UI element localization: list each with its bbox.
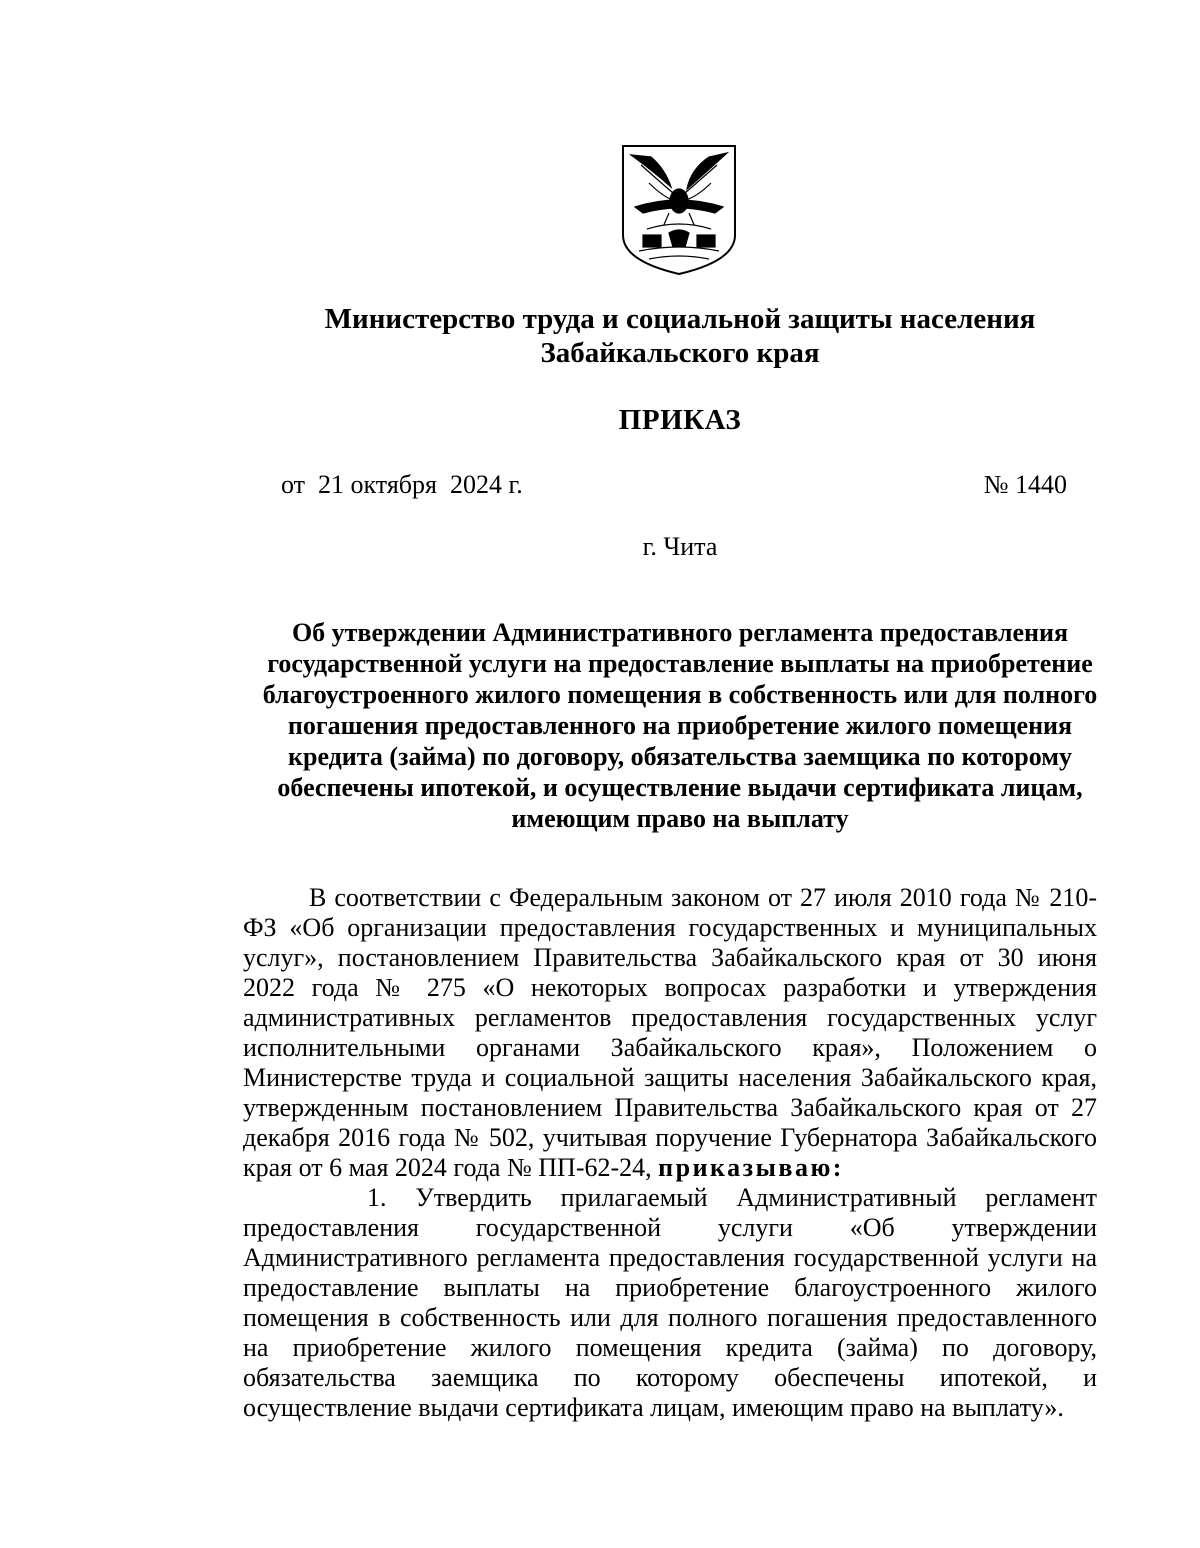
coat-of-arms-icon	[619, 143, 739, 277]
order-title: Об утверждении Административного регламента предоставления государственной услуги на предоставление выплаты на приобретение благоустроенного жилого помещения в собственность или для полного погашения предоставленного на приобретение жилого помещения кредита (займа) по договору, обязательства заемщика по которому обеспечены ипотекой, и осуществление выдачи сертификата лицам, имеющим право на выплату	[262, 618, 1098, 833]
document-type: ПРИКАЗ	[618, 404, 742, 436]
ministry-name	[0, 302, 1200, 370]
ministry-name-line1: Министерство труда и социальной защиты населения	[324, 303, 1036, 335]
order-number: № 1440	[983, 470, 1067, 499]
order-city: г. Чита	[642, 532, 718, 561]
preamble-paragraph	[243, 883, 1097, 1183]
coat-of-arms-emblem	[619, 143, 739, 277]
preamble-text: В соответствии с Федеральным законом от 27 июля 2010 года № 210-ФЗ «Об организации предоставления государственных и муниципальных услуг», постановлением Правительства Забайкальского края от 30 июня 2022 года № 275 «О некоторых вопросах разработки и утверждения административных регламентов предоставления государственных услуг исполнительными органами Забайкальского края», Положением о Министерстве труда и социальной защиты населения Забайкальского края, утвержденным постановлением Правительства Забайкальского края от 27 декабря 2016 года № 502, учитывая поручение Губернатора Забайкальского края от 6 мая 2024 года № ПП-62-24,	[243, 883, 1097, 1182]
item-1-paragraph: 1. Утвердить прилагаемый Административный регламент предоставления государственной услуги «Об утверждении Административного регламента предоставления государственной услуги на предоставление выплаты на приобретение благоустроенного жилого помещения в собственность или для полного погашения предоставленного на приобретение жилого помещения кредита (займа) по договору, обязательства заемщика по которому обеспечены ипотекой, и осуществление выдачи сертификата лицам, имеющим право на выплату».	[243, 1183, 1097, 1422]
order-date: от 21 октября 2024 г.	[281, 470, 523, 499]
order-body	[243, 883, 1097, 1423]
ministry-name-line2: Забайкальского края	[540, 337, 820, 369]
decree-word: приказываю:	[658, 1153, 844, 1182]
